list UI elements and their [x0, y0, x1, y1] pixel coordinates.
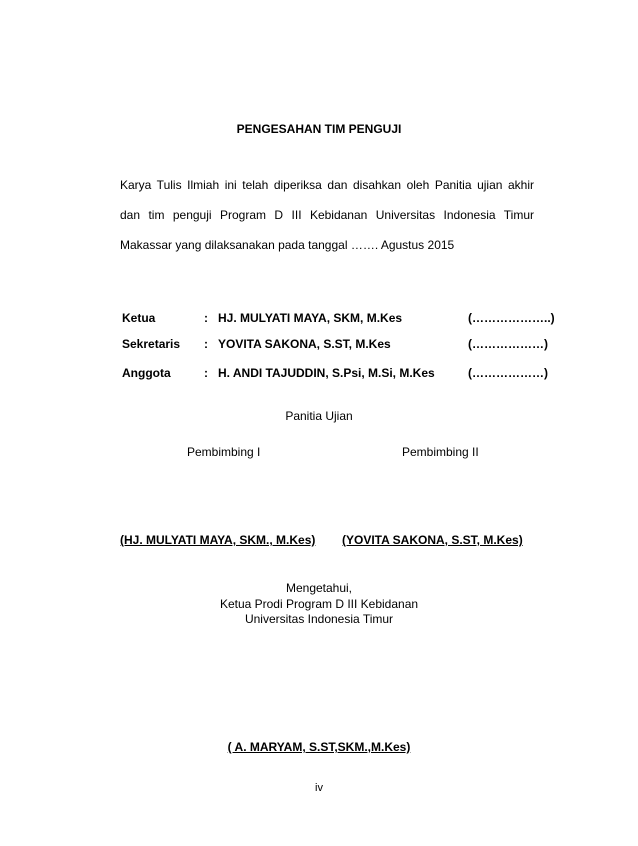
examiner-name: H. ANDI TAJUDDIN, S.Psi, M.Si, M.Kes	[218, 366, 435, 380]
page-title: PENGESAHAN TIM PENGUJI	[236, 122, 402, 136]
advisor-2-label: Pembimbing II	[402, 445, 479, 459]
approver-name: ( A. MARYAM, S.ST,SKM.,M.Kes)	[227, 740, 411, 754]
examiner-role: Ketua	[122, 311, 156, 325]
committee-label: Panitia Ujian	[285, 409, 353, 423]
examiner-role: Anggota	[122, 366, 171, 380]
page-number: iv	[315, 782, 323, 794]
examiner-name: HJ. MULYATI MAYA, SKM, M.Kes	[218, 311, 403, 325]
advisor-2-name: (YOVITA SAKONA, S.ST, M.Kes)	[342, 533, 523, 547]
examiner-signature: (………………..)	[468, 311, 555, 325]
paragraph-line-1: Karya Tulis Ilmiah ini telah diperiksa dan disahkan oleh Panitia ujian akhir	[120, 178, 534, 192]
paragraph-line-2: dan tim penguji Program D III Kebidanan Universitas Indonesia Timur	[120, 208, 534, 222]
approval-line-3: Universitas Indonesia Timur	[244, 612, 394, 626]
examiner-colon: :	[204, 337, 208, 351]
examiner-role: Sekretaris	[122, 337, 181, 351]
paragraph-line-3: Makassar yang dilaksanakan pada tanggal ……. Agustus 2015	[120, 238, 455, 252]
examiner-colon: :	[204, 366, 208, 380]
approval-line-2: Ketua Prodi Program D III Kebidanan	[219, 597, 419, 611]
approval-line-1: Mengetahui,	[285, 581, 353, 595]
advisor-1-name: (HJ. MULYATI MAYA, SKM., M.Kes)	[120, 533, 316, 547]
examiner-name: YOVITA SAKONA, S.ST, M.Kes	[218, 337, 391, 351]
advisor-1-label: Pembimbing I	[187, 445, 261, 459]
examiner-colon: :	[204, 311, 208, 325]
examiner-signature: (………………)	[468, 337, 548, 351]
examiner-signature: (………………)	[468, 366, 548, 380]
